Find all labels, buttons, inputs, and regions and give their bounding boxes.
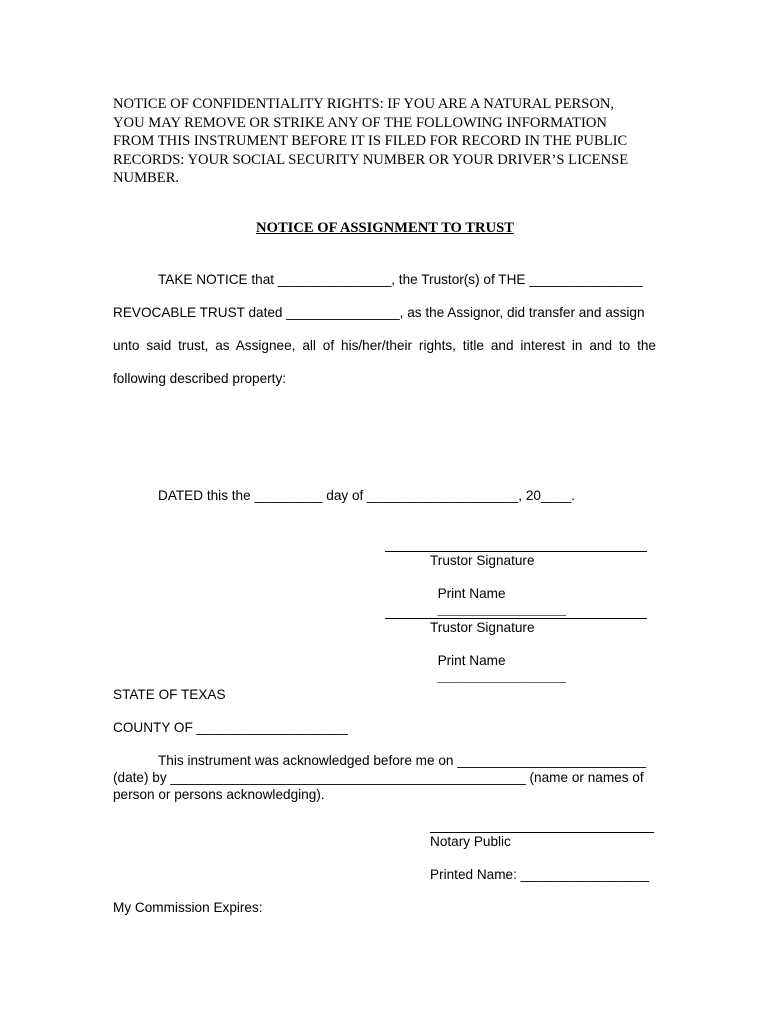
print-name-row xyxy=(430,571,566,616)
notary-printed-name: Printed Name: _________________ xyxy=(430,867,650,882)
notary-caption: Notary Public xyxy=(430,834,511,849)
document-title: NOTICE OF ASSIGNMENT TO TRUST xyxy=(256,220,514,236)
signature-line xyxy=(385,618,647,619)
notary-signature-line xyxy=(430,832,654,833)
acknowledgment-line-2: (date) by _______________________________________________ (name or names of xyxy=(113,770,644,785)
notice-line: NUMBER. xyxy=(113,170,180,187)
notice-line: FROM THIS INSTRUMENT BEFORE IT IS FILED FOR RECORD IN THE PUBLIC xyxy=(113,133,628,150)
acknowledgment-line-1: This instrument was acknowledged before me on _________________________ xyxy=(158,753,647,768)
print-name-blank: _________________ xyxy=(437,601,567,616)
notice-line: NOTICE OF CONFIDENTIALITY RIGHTS: IF YOU ARE A NATURAL PERSON, xyxy=(113,96,615,112)
dated-line: DATED this the _________ day of ____________________, 20____. xyxy=(158,488,575,503)
state-line: STATE OF TEXAS xyxy=(113,687,226,702)
confidentiality-notice xyxy=(113,95,628,188)
body-line-1: TAKE NOTICE that _______________, the Trustor(s) of THE _______________ xyxy=(158,272,643,287)
body-line-2: REVOCABLE TRUST dated _______________, as the Assignor, did transfer and assign xyxy=(113,305,645,320)
signature-caption: Trustor Signature xyxy=(430,553,535,568)
body-line-4: following described property: xyxy=(113,371,287,386)
body-line-3: unto said trust, as Assignee, all of his/her/their rights, title and interest in and to the xyxy=(113,338,656,353)
signature-caption: Trustor Signature xyxy=(430,620,535,635)
notice-line: RECORDS: YOUR SOCIAL SECURITY NUMBER OR YOUR DRIVER’S LICENSE xyxy=(113,151,629,168)
acknowledgment-line-3: person or persons acknowledging). xyxy=(113,787,325,802)
print-name-label: Print Name xyxy=(437,586,506,601)
commission-expires: My Commission Expires: xyxy=(113,900,263,915)
print-name-row xyxy=(430,638,566,683)
county-line: COUNTY OF ____________________ xyxy=(113,720,348,735)
signature-line xyxy=(385,551,647,552)
print-name-label: Print Name xyxy=(437,653,506,668)
print-name-blank: _________________ xyxy=(437,668,567,683)
notice-line: YOU MAY REMOVE OR STRIKE ANY OF THE FOLLOWING INFORMATION xyxy=(113,114,607,131)
